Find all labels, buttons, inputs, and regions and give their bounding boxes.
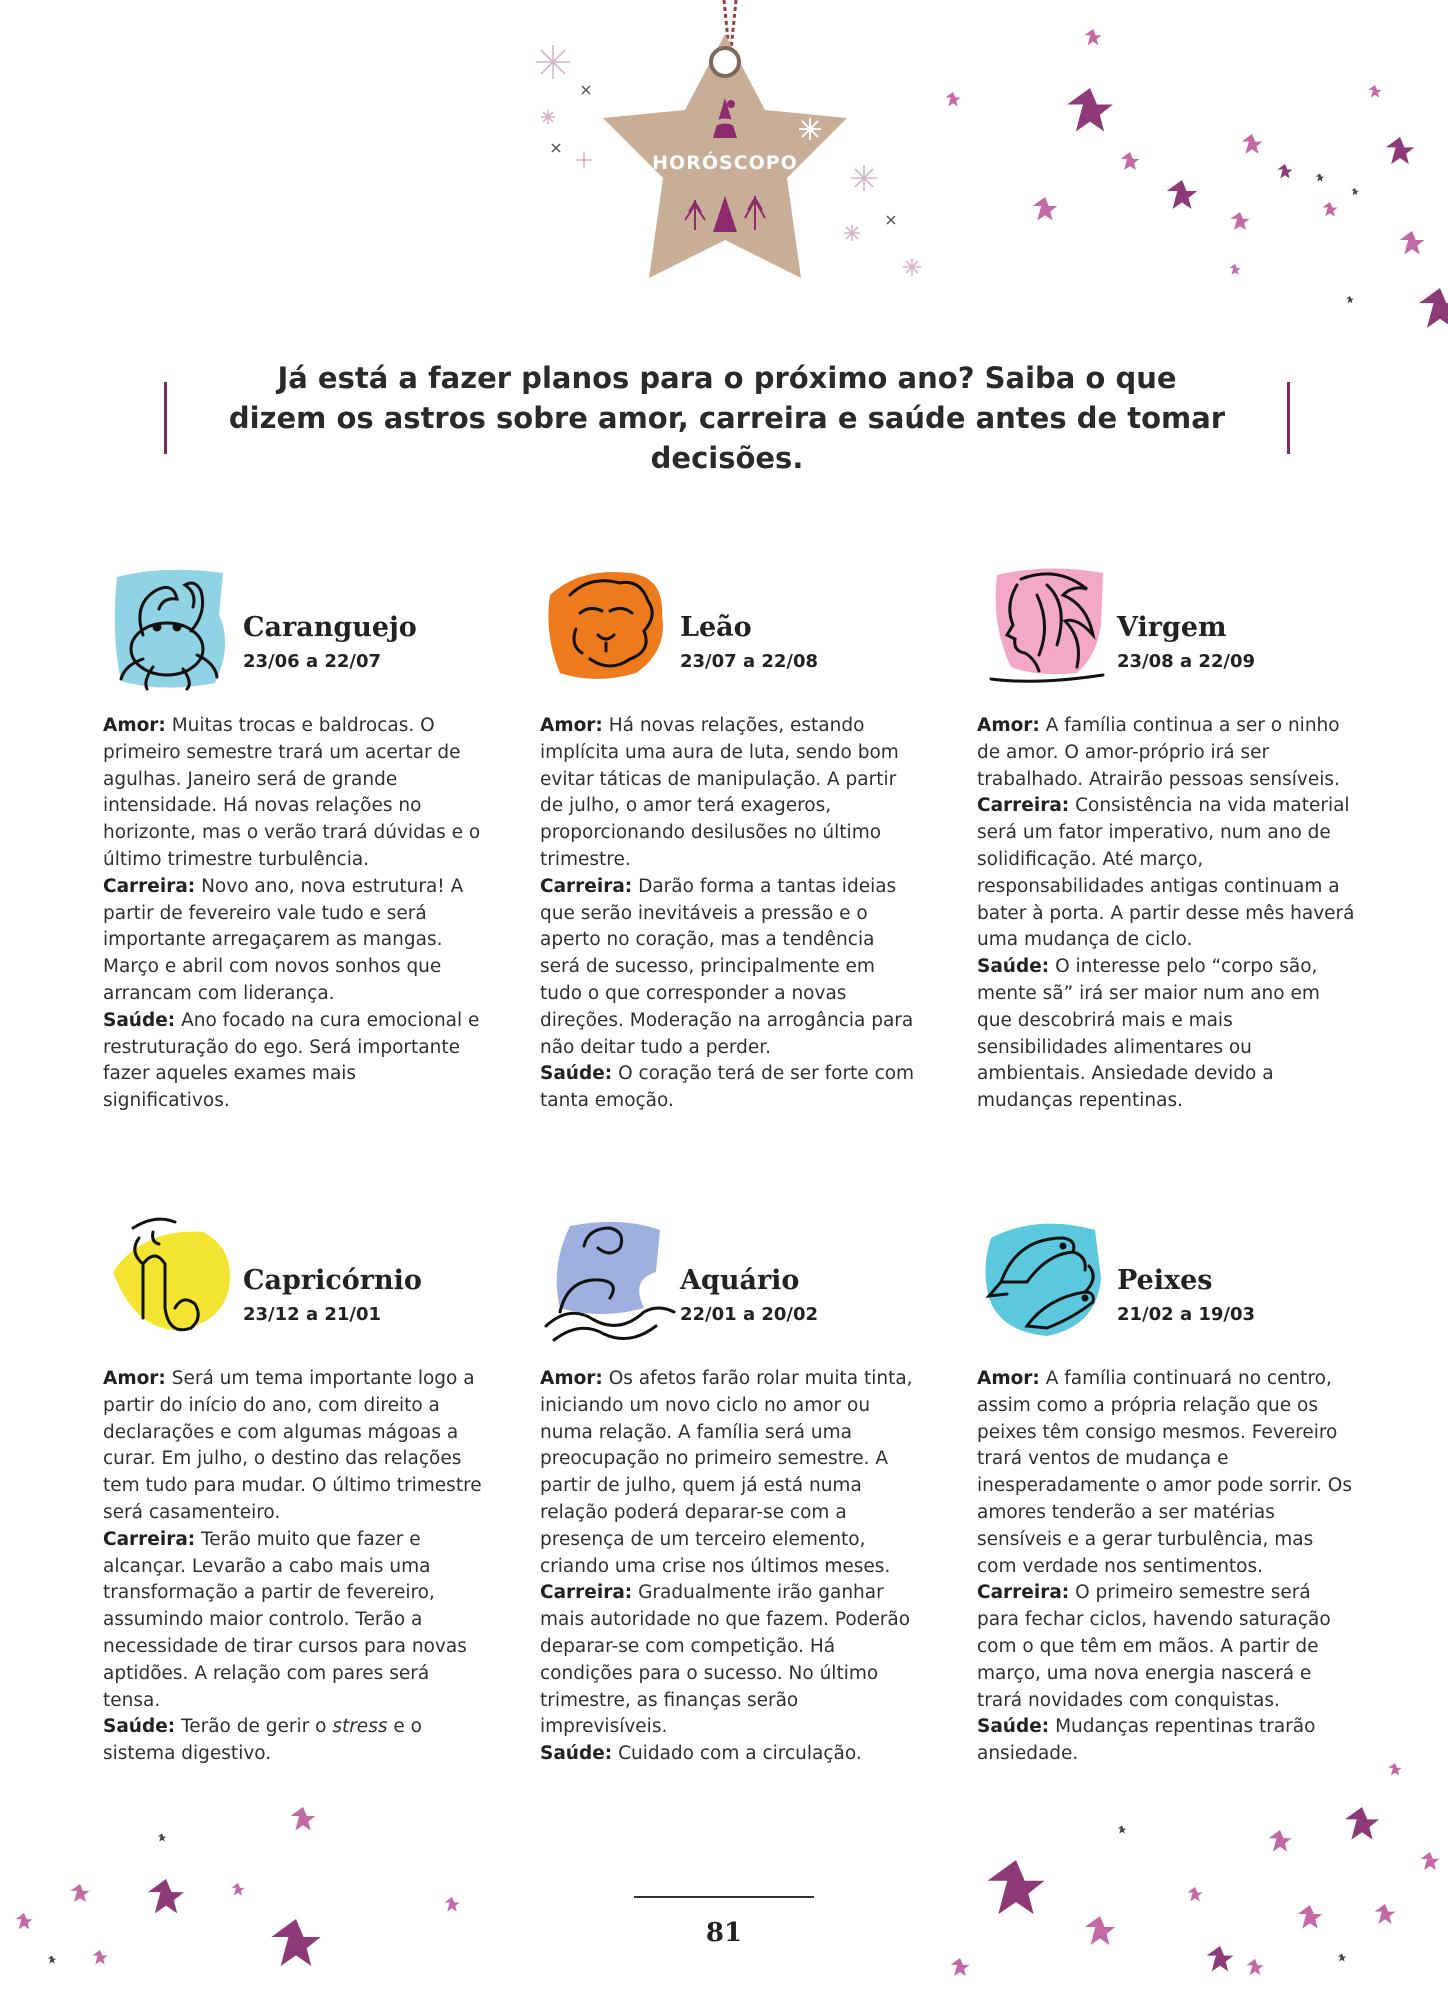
sign-body [103,713,483,1115]
carreira-label: Carreira: [103,875,196,897]
lion-icon [540,555,680,695]
amor-text: Será um tema importante logo a partir do início do ano, com direito a declarações e com algumas mágoas a curar. Em julho, o destino das relações tem tudo para mudar. O último trimestre será casamenteiro. [103,1368,482,1523]
saude-text: Ano focado na cura emocional e restruturação do ego. Será importante fazer aqueles exames mais significativos. [103,1009,480,1112]
carreira-label: Carreira: [977,1582,1070,1604]
amor-label: Amor: [103,1368,166,1389]
saude-label: Saúde: [103,1009,176,1031]
sign-title: Peixes [1117,1265,1213,1296]
saude-text: Cuidado com a circulação. [618,1743,862,1765]
amor-label: Amor: [977,1368,1040,1389]
sign-dates: 23/06 a 22/07 [243,651,382,672]
carreira-label: Carreira: [540,1582,633,1604]
amor-text: A família continuará no centro, assim como a própria relação que os peixes têm consigo mesmos. Fevereiro trará ventos de mudança e inesperadamente o amor pode sorrir. Os amores tenderão a ser matérias sensíveis e a gerar turbulência, mas com verdade nos sentimentos. [977,1368,1352,1577]
carreira-label: Carreira: [103,1528,196,1550]
sign-title: Capricórnio [243,1265,422,1296]
crab-icon [103,555,243,695]
sign-dates: 21/02 a 19/03 [1117,1304,1256,1325]
sign-title: Aquário [680,1265,800,1296]
horoscope-tag [585,20,865,290]
amor-text: A família continua a ser o ninho de amor. O amor-próprio irá ser trabalhado. Atrairão pessoas sensíveis. [977,715,1340,790]
saude-label: Saúde: [540,1063,613,1085]
amor-label: Amor: [540,715,603,736]
page-number: 81 [705,1918,743,1948]
sign-body [103,1366,483,1768]
tag-label: HORÓSCOPO [652,152,798,174]
carreira-text: Novo ano, nova estrutura! A partir de fevereiro vale tudo e será importante arregaçarem as mangas. Março e abril com novos sonhos que arrancam com liderança. [103,875,464,1004]
sign-dates: 23/08 a 22/09 [1117,651,1256,672]
sign-dates: 22/01 a 20/02 [680,1304,819,1325]
carreira-text: Gradualmente irão ganhar mais autoridade no que fazem. Poderão deparar-se com competição. Há condições para o sucesso. No último trimestre, as finanças serão imprevisíveis. [540,1582,911,1738]
amor-text: Há novas relações, estando implícita uma aura de luta, sendo bom evitar táticas de manipulação. A partir de julho, o amor terá exageros, proporcionando desilusões no último trimestre. [540,715,899,870]
amor-label: Amor: [540,1368,603,1389]
sign-body [540,713,920,1115]
saude-label: Saúde: [977,956,1050,978]
saude-text: Mudanças repentinas trarão ansiedade. [977,1716,1316,1765]
sign-title: Caranguejo [243,612,417,643]
intro-block [164,361,1290,475]
goat-icon [103,1208,243,1348]
sign-body [977,713,1357,1115]
intro-text: Já está a fazer planos para o próximo ano? Saiba o que dizem os astros sobre amor, carreira e saúde antes de tomar decisões. [228,361,1226,475]
fish-icon [977,1208,1117,1348]
carreira-text: Darão forma a tantas ideias que serão inevitáveis a pressão e o aperto no coração, mas a tendência será de sucesso, principalmente em tudo o que corresponder a novas direções. Moderação na arrogância para não deitar tudo a perder. [540,875,914,1058]
sign-title: Leão [680,612,752,643]
amor-text: Os afetos farão rolar muita tinta, iniciando um novo ciclo no amor ou numa relação. A família será uma preocupação no primeiro semestre. A partir de julho, quem já está numa relação poderá deparar-se com a presença de um terceiro elemento, criando uma crise nos últimos meses. [540,1368,913,1577]
sign-body [977,1366,1357,1768]
carreira-label: Carreira: [977,795,1070,817]
amor-label: Amor: [977,715,1040,736]
sign-aquario [540,1208,920,1768]
sign-dates: 23/12 a 21/01 [243,1304,382,1325]
amor-label: Amor: [103,715,166,736]
amor-text: Muitas trocas e baldrocas. O primeiro semestre trará um acertar de agulhas. Janeiro será de grande intensidade. Há novas relações no horizonte, mas o verão trará dúvidas e o último trimestre turbulência. [103,715,481,870]
maiden-icon [977,555,1117,695]
water-bearer-icon [540,1208,680,1348]
saude-text-post: e o sistema digestivo. [103,1716,422,1765]
sign-leao [540,555,920,1115]
saude-text: O coração terá de ser forte com tanta emoção. [540,1063,915,1112]
sign-peixes [977,1208,1357,1768]
sign-title: Virgem [1117,612,1227,643]
carreira-label: Carreira: [540,875,633,897]
saude-text: O interesse pelo “corpo são, mente sã” irá ser maior num ano em que descobrirá mais e mais sensibilidades alimentares ou ambientais. Ansiedade devido a mudanças repentinas. [977,956,1320,1112]
page-number-rule [634,1896,814,1898]
saude-label: Saúde: [103,1716,176,1738]
sign-body [540,1366,920,1768]
carreira-text: O primeiro semestre será para fechar ciclos, havendo saturação com o que têm em mãos. A partir de março, uma nova energia nascerá e trará novidades com conquistas. [977,1582,1331,1711]
sign-capricornio [103,1208,483,1768]
saude-label: Saúde: [977,1716,1050,1738]
saude-text-pre: Terão de gerir o [181,1716,333,1738]
sign-virgem [977,555,1357,1115]
saude-label: Saúde: [540,1743,613,1765]
sign-dates: 23/07 a 22/08 [680,651,819,672]
carreira-text: Terão muito que fazer e alcançar. Levarão a cabo mais uma transformação a partir de fevereiro, assumindo maior controlo. Terão a necessidade de tirar cursos para novas aptidões. A relação com pares será tensa. [103,1528,467,1711]
saude-text-em: stress [332,1716,388,1738]
sign-caranguejo [103,555,483,1115]
carreira-text: Consistência na vida material será um fator imperativo, num ano de solidificação. Até março, responsabilidades antigas continuam a bater à porta. A partir desse mês haverá uma mudança de ciclo. [977,795,1355,951]
